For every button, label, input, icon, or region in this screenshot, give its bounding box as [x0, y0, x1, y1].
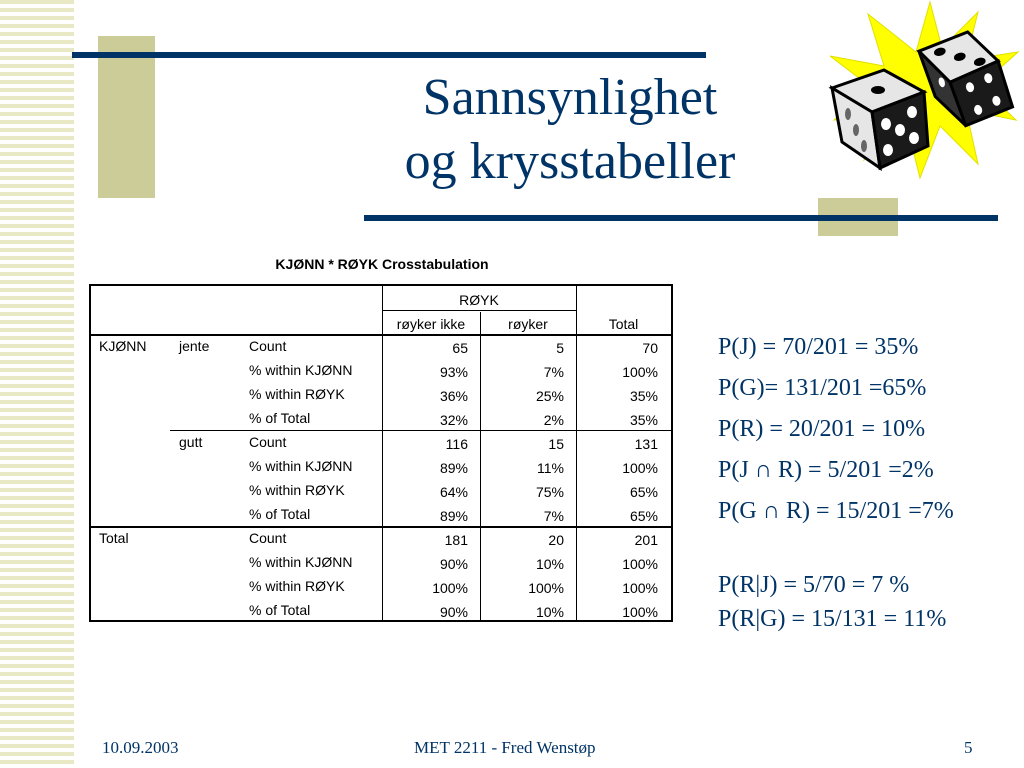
- slide-title: [330, 66, 810, 194]
- table-cell: 100%: [622, 604, 658, 620]
- table-cell: 65: [452, 340, 468, 356]
- stat-label: % within KJØNN: [249, 458, 353, 474]
- table-cell: 100%: [622, 460, 658, 476]
- table-cell: 11%: [537, 460, 564, 476]
- bottom-navy-rule: [364, 215, 998, 221]
- stat-label: % of Total: [249, 602, 311, 618]
- total-label: Total: [99, 530, 129, 546]
- table-cell: 181: [444, 532, 468, 548]
- table-cell: 100%: [622, 580, 658, 596]
- top-navy-rule: [72, 52, 706, 58]
- table-cell: 131: [634, 436, 658, 452]
- stat-label: % within KJØNN: [249, 554, 353, 570]
- formula-line: P(G ∩ R) = 15/201 =7%: [718, 498, 954, 524]
- stat-label: % of Total: [249, 506, 311, 522]
- table-cell: 36%: [439, 388, 468, 404]
- table-cell: 2%: [543, 412, 564, 428]
- table-cell: 89%: [439, 460, 468, 476]
- footer-date: 10.09.2003: [102, 738, 179, 757]
- col-group-header: RØYK: [459, 292, 499, 308]
- group-label: jente: [179, 338, 210, 354]
- table-caption: KJØNN * RØYK Crosstabulation: [275, 256, 489, 272]
- table-cell: 90%: [439, 604, 468, 620]
- table-cell: 100%: [432, 580, 468, 596]
- table-cell: 20: [548, 532, 564, 548]
- stat-label: % within RØYK: [249, 386, 345, 402]
- table-cell: 65%: [629, 484, 658, 500]
- col-header: røyker: [508, 316, 548, 332]
- dice-icon: [820, 0, 1020, 190]
- title-line-2: og krysstabeller: [404, 133, 736, 190]
- stat-label: Count: [249, 530, 287, 546]
- table-cell: 15: [548, 436, 564, 452]
- table-cell: 93%: [439, 364, 468, 380]
- stat-label: Count: [249, 338, 287, 354]
- stat-label: Count: [249, 434, 287, 450]
- table-cell: 90%: [439, 556, 468, 572]
- group-label: gutt: [179, 434, 203, 450]
- table-cell: 100%: [528, 580, 564, 596]
- table-cell: 100%: [622, 556, 658, 572]
- table-cell: 65%: [629, 508, 658, 524]
- table-cell: 35%: [629, 412, 658, 428]
- table-cell: 25%: [535, 388, 564, 404]
- stat-label: % of Total: [249, 410, 311, 426]
- formula-line: P(G)= 131/201 =65%: [718, 375, 927, 401]
- table-cell: 5: [556, 340, 564, 356]
- table-cell: 64%: [439, 484, 468, 500]
- table-cell: 116: [445, 436, 468, 452]
- table-cell: 7%: [543, 364, 564, 380]
- tan-block-top-left: [98, 36, 155, 198]
- stat-label: % within RØYK: [249, 482, 345, 498]
- crosstab-table: [89, 284, 673, 622]
- left-stripe-decoration: [0, 0, 74, 768]
- table-cell: 70: [642, 340, 658, 356]
- table-cell: 32%: [439, 412, 468, 428]
- table-cell: 10%: [535, 604, 564, 620]
- col-header: røyker ikke: [396, 316, 466, 332]
- title-line-1: Sannsynlighet: [422, 69, 718, 126]
- formula-line: P(R|G) = 15/131 = 11%: [718, 606, 947, 632]
- footer-page-number: 5: [964, 738, 973, 757]
- footer-course: MET 2211 - Fred Wenstøp: [414, 738, 596, 757]
- table-cell: 201: [634, 532, 658, 548]
- formula-line: P(R|J) = 5/70 = 7 %: [718, 572, 910, 598]
- table-cell: 75%: [535, 484, 564, 500]
- col-header: Total: [608, 316, 639, 332]
- table-cell: 35%: [629, 388, 658, 404]
- formula-line: P(J) = 70/201 = 35%: [718, 334, 919, 360]
- table-cell: 7%: [543, 508, 564, 524]
- formula-line: P(R) = 20/201 = 10%: [718, 416, 926, 442]
- table-cell: 100%: [622, 364, 658, 380]
- table-cell: 10%: [535, 556, 564, 572]
- table-cell: 89%: [439, 508, 468, 524]
- row-variable-label: KJØNN: [99, 338, 147, 354]
- stat-label: % within RØYK: [249, 578, 345, 594]
- stat-label: % within KJØNN: [249, 362, 353, 378]
- formula-line: P(J ∩ R) = 5/201 =2%: [718, 457, 934, 483]
